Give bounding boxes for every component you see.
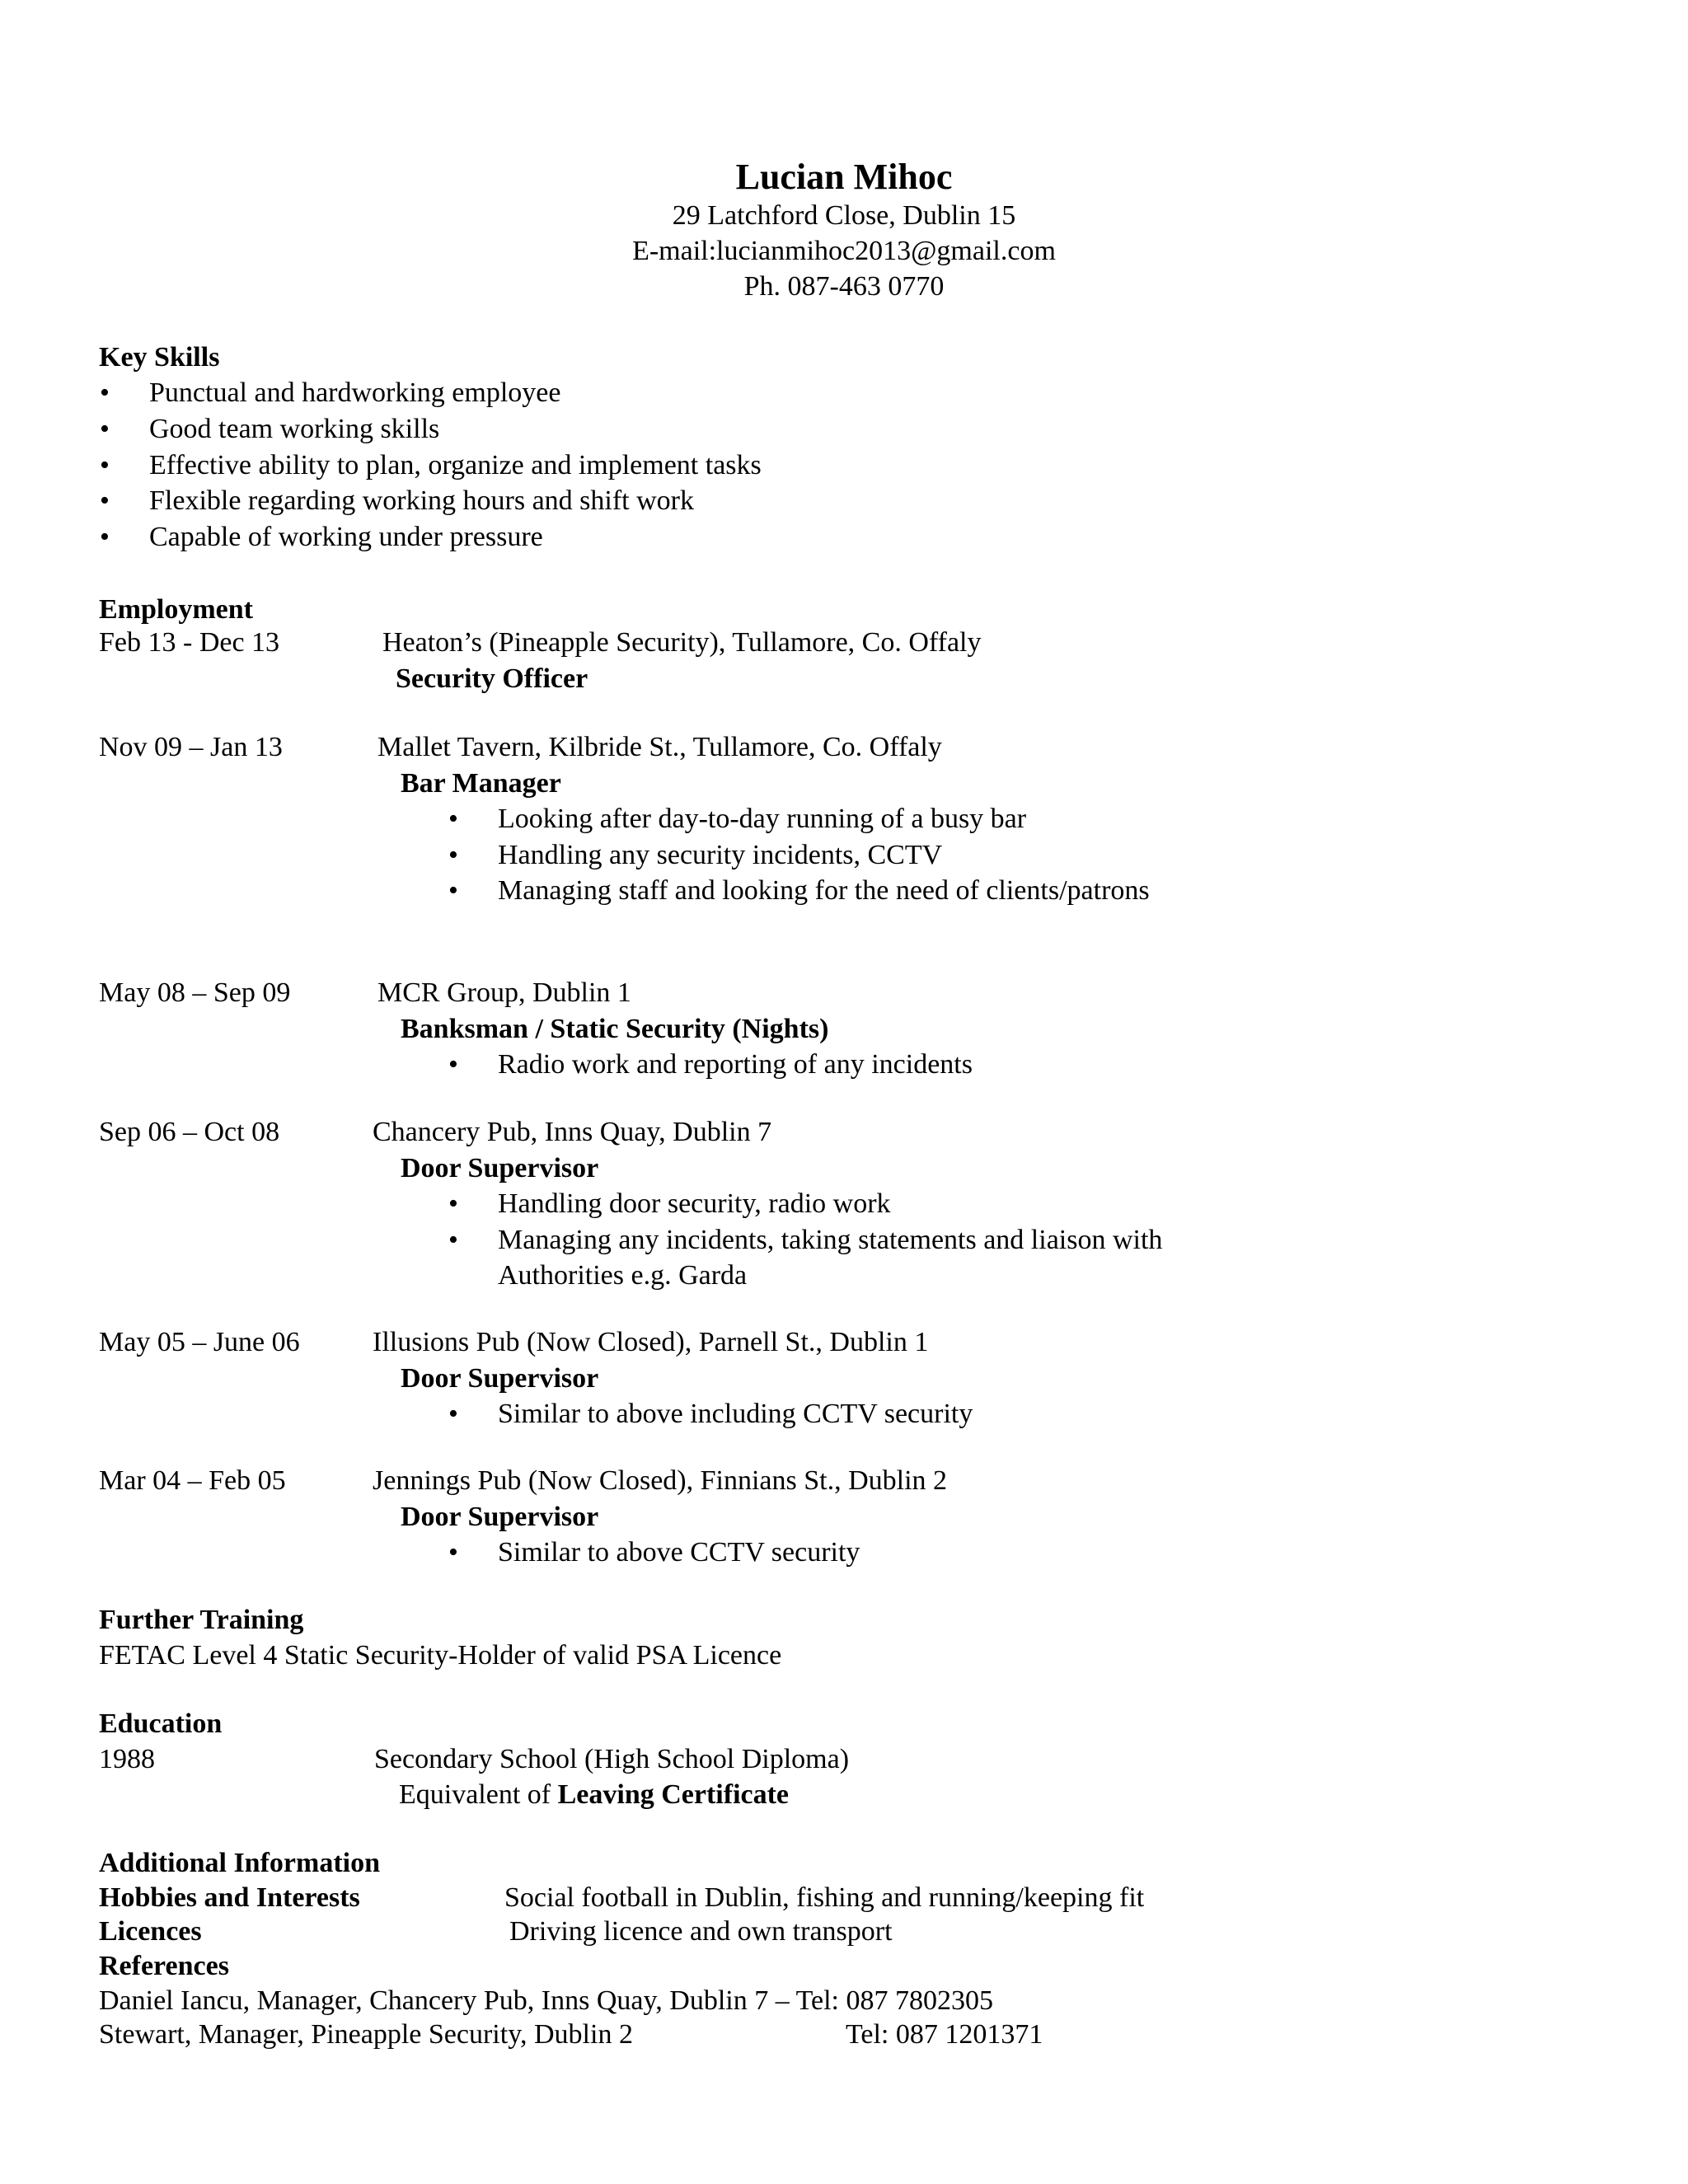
employment-heading: Employment — [99, 594, 253, 625]
job-dates: Feb 13 - Dec 13 — [99, 627, 280, 658]
job-role: Door Supervisor — [401, 1502, 599, 1532]
list-item: • Handling any security incidents, CCTV — [498, 837, 942, 874]
list-item: • Managing staff and looking for the need of clients/patrons — [498, 873, 1150, 909]
job-role: Bar Manager — [401, 768, 561, 799]
references-heading: References — [99, 1951, 229, 1981]
job-employer: Heaton’s (Pineapple Security), Tullamore, Co. Offaly — [382, 627, 982, 658]
email: E-mail:lucianmihoc2013@gmail.com — [632, 236, 1056, 266]
education-equivalent-prefix: Equivalent of — [399, 1779, 558, 1810]
candidate-name: Lucian Mihoc — [735, 157, 953, 197]
phone: Ph. 087-463 0770 — [743, 271, 945, 302]
job-employer: MCR Group, Dublin 1 — [377, 977, 631, 1008]
job-employer: Mallet Tavern, Kilbride St., Tullamore, Co. Offaly — [377, 732, 942, 762]
training-heading: Further Training — [99, 1605, 304, 1635]
licences-value: Driving licence and own transport — [509, 1916, 893, 1947]
education-equivalent — [399, 1777, 789, 1813]
job-role: Security Officer — [396, 663, 588, 694]
job-role: Banksman / Static Security (Nights) — [401, 1014, 829, 1044]
job-role: Door Supervisor — [401, 1153, 599, 1183]
job-dates: Sep 06 – Oct 08 — [99, 1117, 280, 1147]
hobbies-label: Hobbies and Interests — [99, 1882, 360, 1913]
key-skills-heading: Key Skills — [99, 342, 220, 373]
training-text: FETAC Level 4 Static Security-Holder of valid PSA Licence — [99, 1640, 782, 1671]
education-equivalent-cert: Leaving Certificate — [557, 1779, 790, 1810]
job-employer: Chancery Pub, Inns Quay, Dublin 7 — [373, 1117, 772, 1147]
education-heading: Education — [99, 1708, 223, 1739]
additional-heading: Additional Information — [99, 1848, 380, 1878]
hobbies-value: Social football in Dublin, fishing and running/keeping fit — [504, 1882, 1145, 1913]
list-item: • Similar to above CCTV security — [498, 1535, 860, 1571]
education-school: Secondary School (High School Diploma) — [374, 1744, 850, 1774]
address: 29 Latchford Close, Dublin 15 — [672, 200, 1016, 231]
list-item: • Looking after day-to-day running of a busy bar — [498, 801, 1026, 837]
job-employer: Illusions Pub (Now Closed), Parnell St., Dublin 1 — [373, 1327, 929, 1357]
job-dates: May 08 – Sep 09 — [99, 977, 291, 1008]
list-item: • Capable of working under pressure — [149, 519, 543, 555]
reference-1: Daniel Iancu, Manager, Chancery Pub, Inns Quay, Dublin 7 – Tel: 087 7802305 — [99, 1985, 993, 2016]
job-dates: Mar 04 – Feb 05 — [99, 1465, 286, 1496]
list-item: • Flexible regarding working hours and shift work — [149, 483, 694, 519]
list-item: • Good team working skills — [149, 411, 439, 448]
job-role: Door Supervisor — [401, 1363, 599, 1394]
list-item: • Handling door security, radio work — [498, 1186, 891, 1222]
reference-2-tel: Tel: 087 1201371 — [846, 2019, 1043, 2050]
licences-label: Licences — [99, 1916, 202, 1947]
list-item: • Punctual and hardworking employee — [149, 375, 560, 411]
job-employer: Jennings Pub (Now Closed), Finnians St., Dublin 2 — [373, 1465, 948, 1496]
job-dates: May 05 – June 06 — [99, 1327, 300, 1357]
job-dates: Nov 09 – Jan 13 — [99, 732, 283, 762]
education-year: 1988 — [99, 1744, 155, 1774]
reference-2-name: Stewart, Manager, Pineapple Security, Dublin 2 — [99, 2019, 633, 2050]
list-item-continuation: Authorities e.g. Garda — [498, 1260, 748, 1291]
list-item: • Effective ability to plan, organize and implement tasks — [149, 448, 762, 484]
list-item: • Similar to above including CCTV security — [498, 1396, 973, 1432]
list-item: • Radio work and reporting of any incidents — [498, 1047, 973, 1083]
list-item: • Managing any incidents, taking statements and liaison with — [498, 1222, 1162, 1258]
